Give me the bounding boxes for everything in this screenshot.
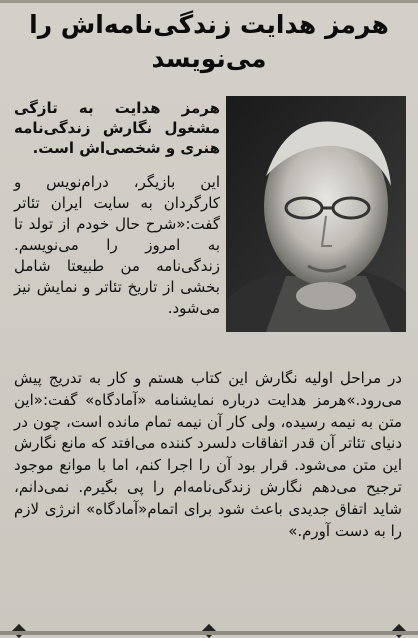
- article-body-wide: [14, 368, 402, 542]
- bottom-edge: [0, 631, 418, 635]
- top-edge: [0, 0, 418, 3]
- lead-text: هرمز هدایت به تازگی مشغول نگارش زندگی‌نامه هنری و شخصی‌اش است.: [14, 99, 220, 157]
- article-lead: [14, 98, 220, 158]
- portrait-photo: [226, 96, 406, 332]
- body-paragraph-2: در مراحل اولیه نگارش این کتاب هستم و کار به تدریج پیش می‌رود.»هرمز هدایت درباره نمایشنامه «آمادگاه» گفت:«این متن به نیمه رسیده، ولی کار آن نیمه تمام مانده است، چون در دنیای تئاتر آن قدر اتفاقات دلسرد کننده می‌افتد که مانع نگارش این متن می‌شود. قرار بود آن را اجرا کنم، اما با موانع موجود ترجیح می‌دهم نگارش زندگی‌نامه‌ام را پی بگیرم. نمی‌دانم، شاید اتفاق جدیدی باعث شود برای اتمام«آمادگاه» انرژی لازم را به دست آورم.»: [14, 369, 402, 540]
- body-paragraph-1: این بازیگر، درام‌نویس و کارگردان به سایت ایران تئاتر گفت:«شرح حال خودم از تولد تا به امروز را می‌نویسم. زندگی‌نامه من طبیعتا شامل بخشی از تاریخ تئاتر و نمایش نیز می‌شود.: [14, 173, 220, 317]
- article-headline: هرمز هدایت زندگی‌نامه‌اش را می‌نویسد: [29, 10, 389, 73]
- article-body-narrow: [14, 172, 220, 319]
